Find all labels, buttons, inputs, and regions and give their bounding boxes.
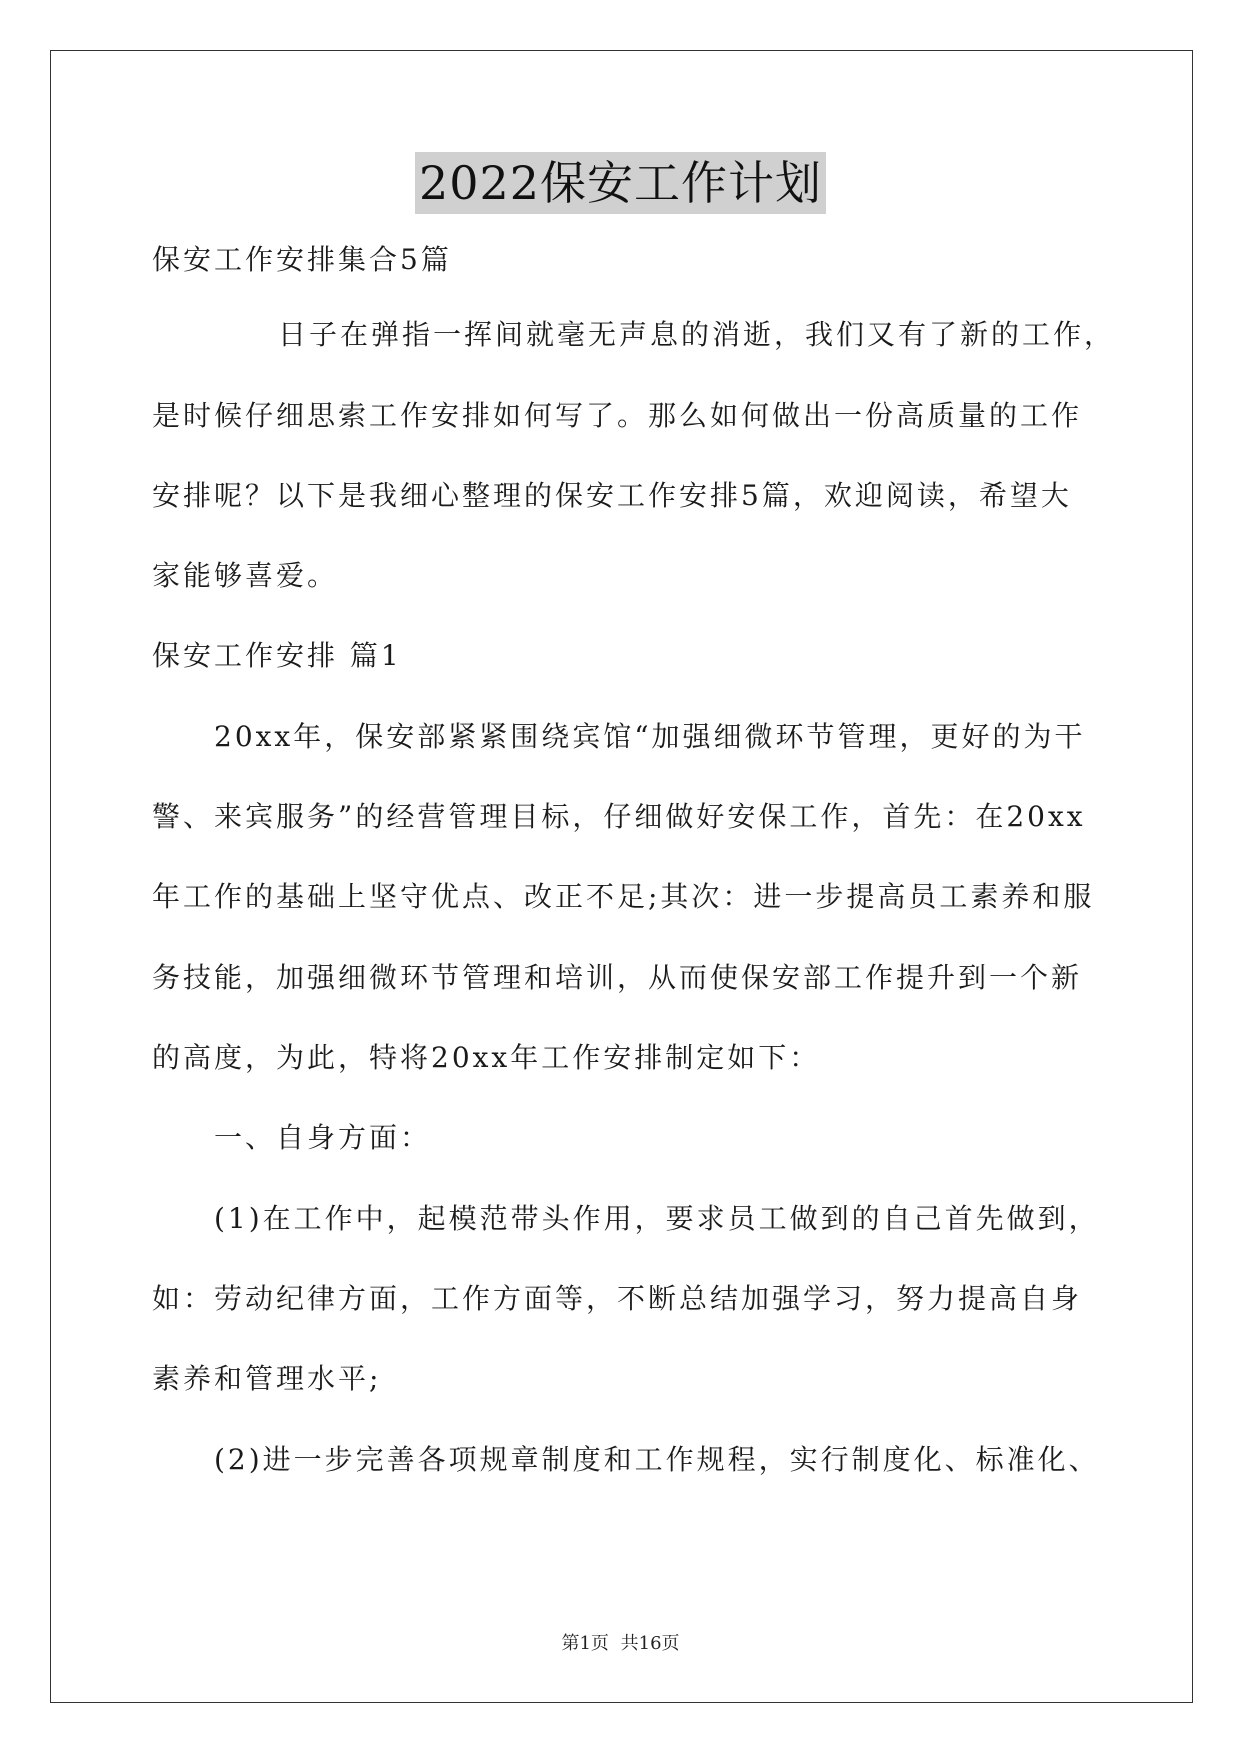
document-title: 2022保安工作计划 (415, 152, 826, 214)
paragraph-line: 是时候仔细思索工作安排如何写了。那么如何做出一份高质量的工作 (152, 399, 1083, 432)
section-heading: 保安工作安排 篇1 (152, 639, 402, 672)
paragraph-line: 安排呢？以下是我细心整理的保安工作安排5篇，欢迎阅读，希望大 (152, 479, 1072, 512)
paragraph-line: 家能够喜爱。 (152, 559, 339, 592)
title-container (0, 152, 1241, 214)
paragraph-line: 的高度，为此，特将20xx年工作安排制定如下： (152, 1041, 821, 1074)
page-footer: 第1页 共16页 (561, 1633, 680, 1654)
paragraph-line: 警、来宾服务”的经营管理目标，仔细做好安保工作，首先：在20xx (152, 800, 1086, 833)
subtitle-line: 保安工作安排集合5篇 (152, 243, 452, 276)
paragraph-line: 素养和管理水平; (152, 1362, 382, 1395)
paragraph-line: (1)在工作中，起模范带头作用，要求员工做到的自己首先做到， (214, 1202, 1100, 1235)
paragraph-line: 务技能，加强细微环节管理和培训，从而使保安部工作提升到一个新 (152, 961, 1083, 994)
subsection-heading: 一、自身方面： (214, 1121, 432, 1154)
paragraph-line: 20xx年，保安部紧紧围绕宾馆“加强细微环节管理，更好的为干 (214, 720, 1086, 753)
paragraph-line: 年工作的基础上坚守优点、改正不足;其次：进一步提高员工素养和服 (152, 880, 1095, 913)
paragraph-line: (2)进一步完善各项规章制度和工作规程，实行制度化、标准化、 (214, 1443, 1100, 1476)
paragraph-line: 如：劳动纪律方面，工作方面等，不断总结加强学习，努力提高自身 (152, 1282, 1083, 1315)
paragraph-line: 日子在弹指一挥间就毫无声息的消逝，我们又有了新的工作， (278, 318, 1116, 351)
